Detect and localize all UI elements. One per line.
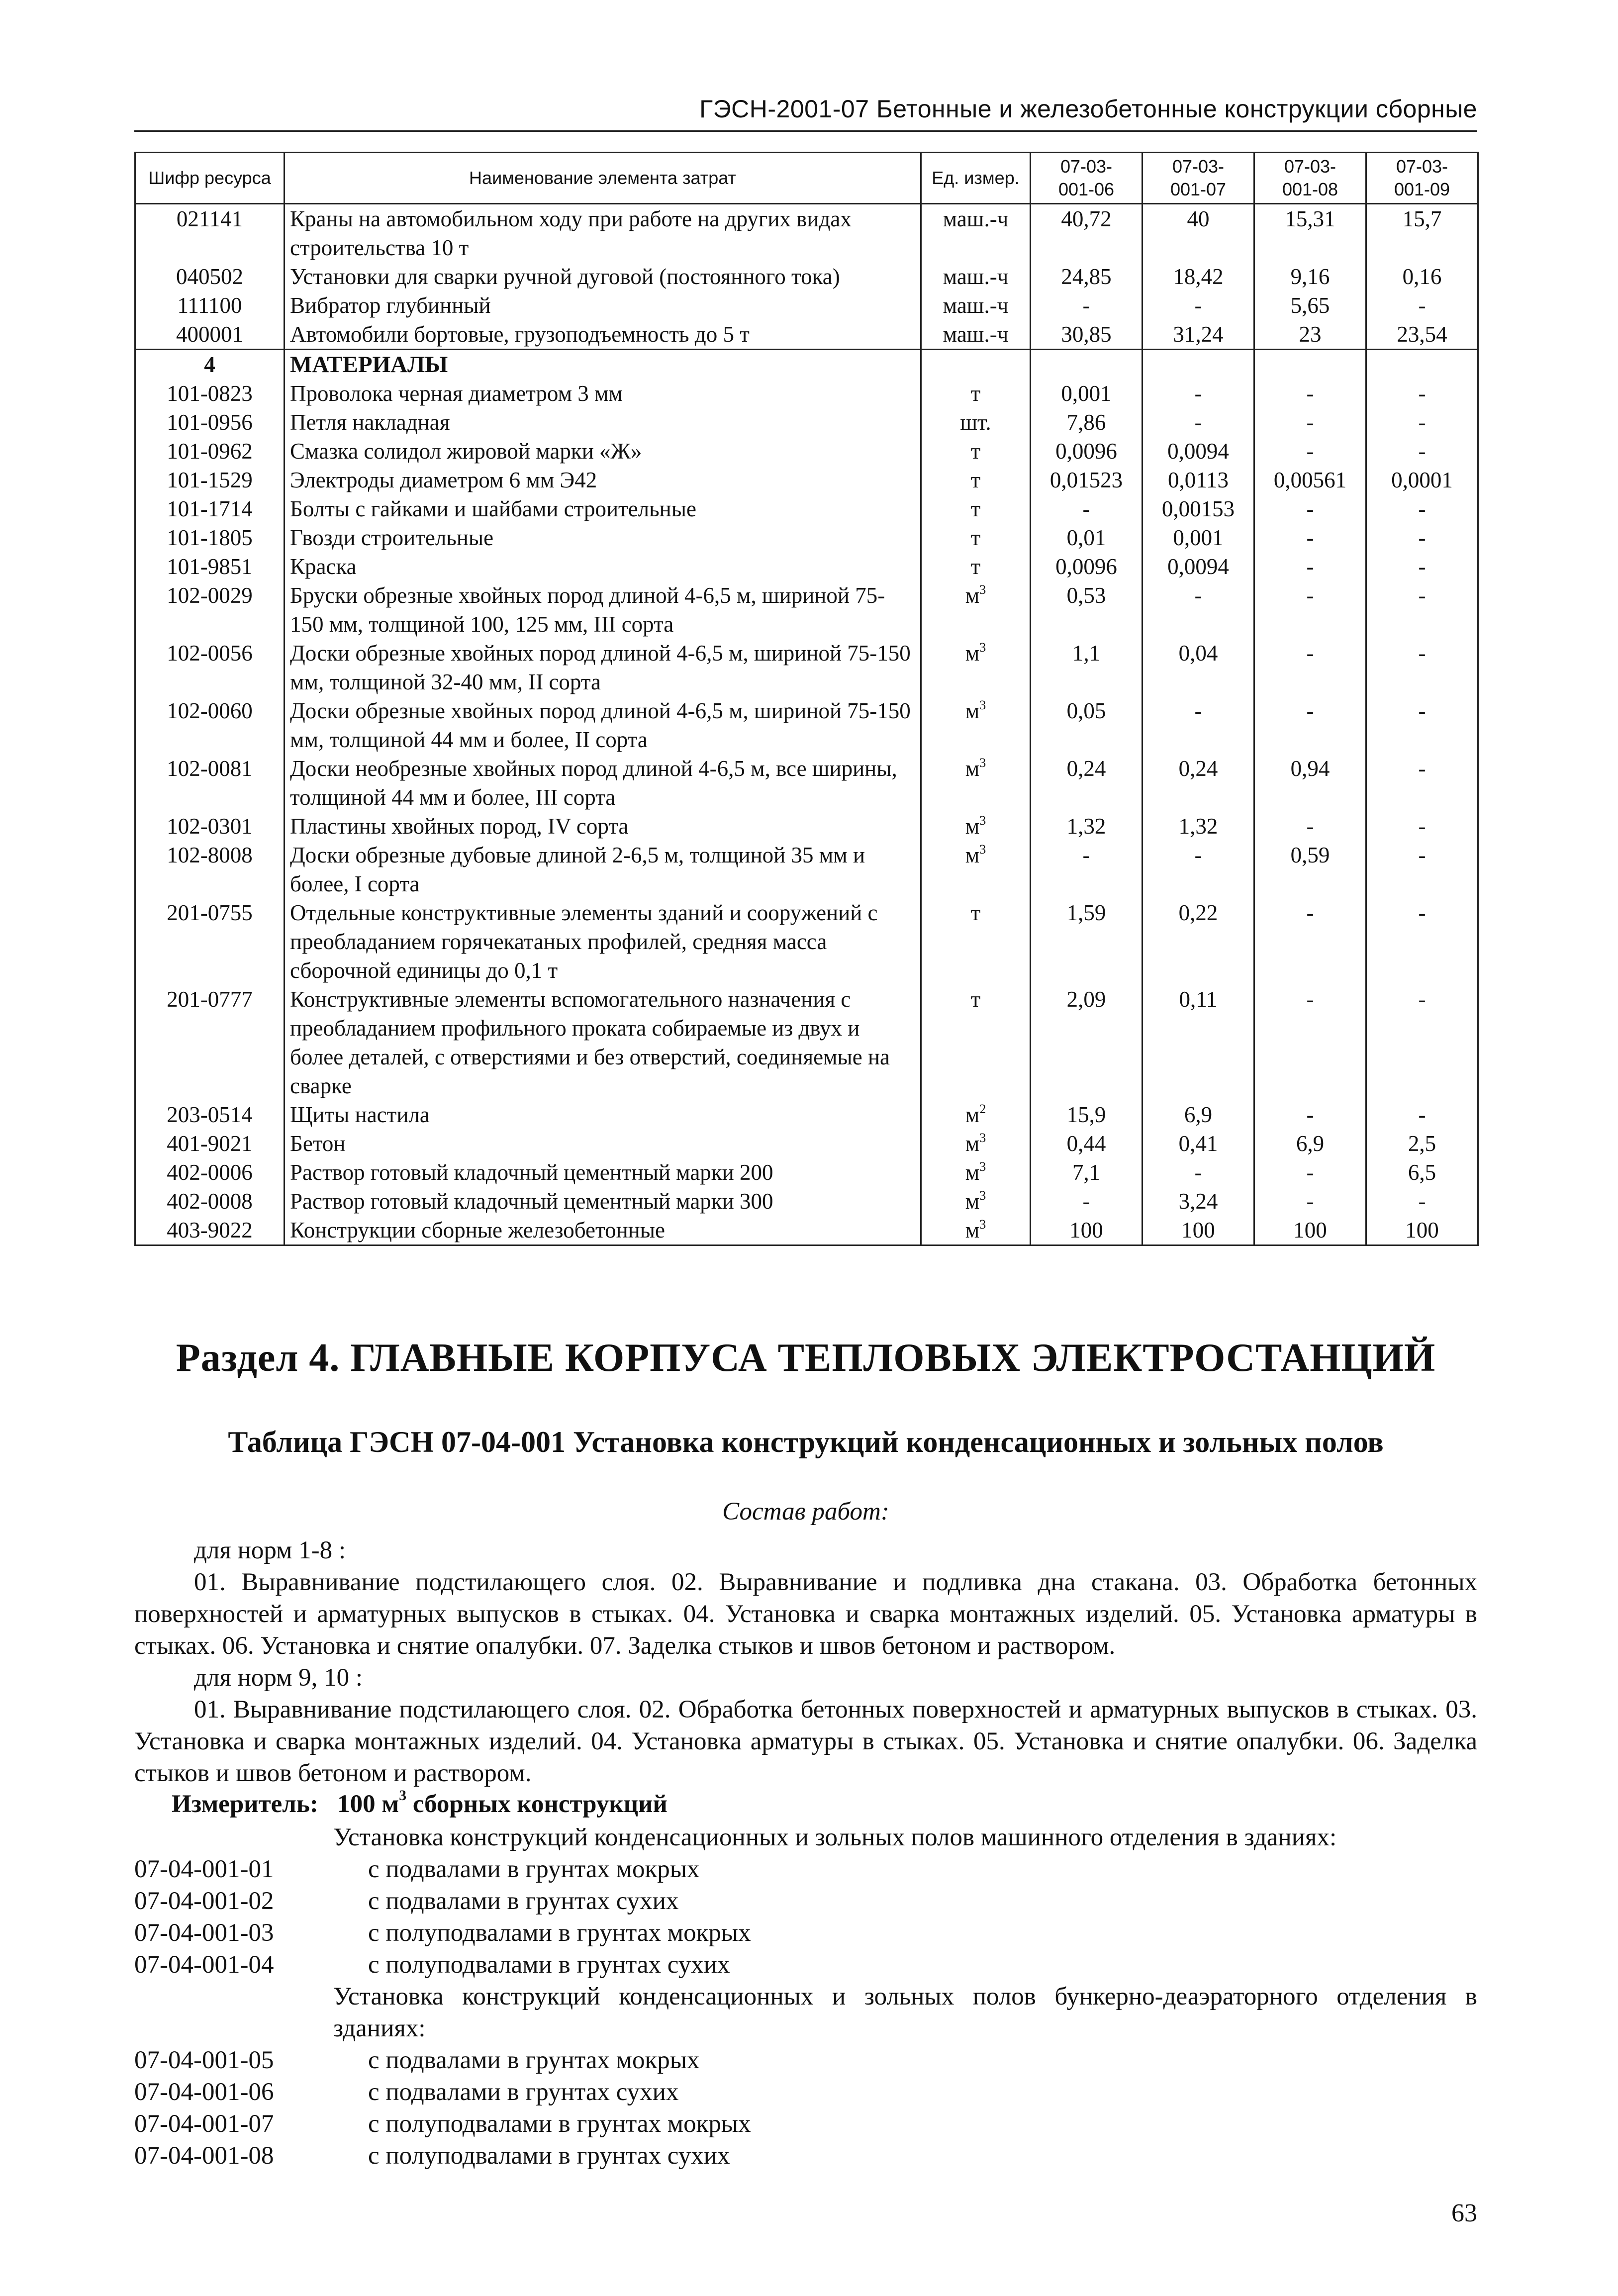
resource-name: Конструктивные элементы вспомогательного назначения с преобладанием профильного проката собираемые из двух и более деталей, с отверстиями и без отверстий, соединяемые на сварке (285, 985, 921, 1100)
norm-list (134, 2044, 1477, 2172)
header-col2: 07-03- 001-07 (1142, 153, 1254, 204)
work-composition-label: Состав работ: (722, 1498, 889, 1526)
resource-code: 203-0514 (135, 1100, 285, 1129)
resource-unit: $м^3$ (921, 754, 1031, 812)
resource-unit: маш.-ч (921, 320, 1031, 350)
material-row (135, 466, 1478, 494)
section-number: 4 (135, 350, 285, 380)
resource-code: 102-8008 (135, 841, 285, 898)
value-col2: 0,11 (1142, 985, 1254, 1100)
resource-unit: шт. (921, 408, 1031, 437)
value-col3: 9,16 (1254, 262, 1366, 291)
material-row (135, 581, 1478, 639)
unit-exponent: 3 (979, 1188, 986, 1203)
resource-name: Раствор готовый кладочный цементный марки 300 (285, 1187, 921, 1216)
resource-name: Электроды диаметром 6 мм Э42 (285, 466, 921, 494)
value-col1: 7,1 (1031, 1158, 1142, 1187)
resource-code: 101-1714 (135, 494, 285, 523)
value-col1: 0,01523 (1031, 466, 1142, 494)
value-col3: - (1254, 1158, 1366, 1187)
resource-name: Болты с гайками и шайбами строительные (285, 494, 921, 523)
table-header-row (135, 153, 1478, 204)
table-body (135, 204, 1478, 1245)
value-col1: 100 (1031, 1216, 1142, 1245)
value-col2: 3,24 (1142, 1187, 1254, 1216)
value-col2: 100 (1142, 1216, 1254, 1245)
value-col4: - (1366, 812, 1478, 841)
resource-code: 403-9022 (135, 1216, 285, 1245)
resource-name: Проволока черная диаметром 3 мм (285, 379, 921, 408)
value-col3: 15,31 (1254, 204, 1366, 263)
resource-unit: т (921, 437, 1031, 466)
unit-exponent: 3 (979, 582, 986, 597)
resource-unit: $м^3$ (921, 1187, 1031, 1216)
resource-code: 111100 (135, 291, 285, 320)
resource-code: 201-0755 (135, 898, 285, 985)
resource-unit: $м^3$ (921, 581, 1031, 639)
work-text-2: 01. Выравнивание подстилающего слоя. 02. Обработка бетонных поверхностей и арматурных выпусков в стыках. 03. Установка и сварка монтажных изделий. 04. Установка арматуры в стыках. 05. Установка и снятие опалубки. 06. Заделка стыков и швов бетоном и раствором. (134, 1696, 1477, 1787)
value-col4: - (1366, 291, 1478, 320)
material-row (135, 639, 1478, 696)
resource-name: Доски необрезные хвойных пород длиной 4-6,5 м, все ширины, толщиной 44 мм и более, III сорта (285, 754, 921, 812)
value-col4: - (1366, 379, 1478, 408)
resource-code: 102-0056 (135, 639, 285, 696)
value-col2: - (1142, 1158, 1254, 1187)
resource-name: Раствор готовый кладочный цементный марки 200 (285, 1158, 921, 1187)
unit-exponent: 2 (979, 1102, 986, 1116)
resource-unit: $м^3$ (921, 639, 1031, 696)
unit-exponent: 3 (979, 1131, 986, 1145)
value-col3: - (1254, 812, 1366, 841)
resource-code: 102-0301 (135, 812, 285, 841)
header-unit: Ед. измер. (921, 153, 1031, 204)
value-col1: 0,0096 (1031, 437, 1142, 466)
norm-code: 07-04-001-03 (134, 1919, 274, 1947)
empty-cell (1031, 350, 1142, 380)
value-col3: - (1254, 985, 1366, 1100)
header-col1: 07-03- 001-06 (1031, 153, 1142, 204)
norm-item (134, 2044, 1477, 2076)
value-col3: - (1254, 523, 1366, 552)
value-col4: 6,5 (1366, 1158, 1478, 1187)
material-row (135, 1158, 1478, 1187)
material-row (135, 696, 1478, 754)
value-col4: - (1366, 552, 1478, 581)
resource-code: 101-0962 (135, 437, 285, 466)
resource-unit: маш.-ч (921, 204, 1031, 263)
resource-code: 040502 (135, 262, 285, 291)
resource-code: 101-1529 (135, 466, 285, 494)
resource-name: Вибратор глубинный (285, 291, 921, 320)
norm-group-title: Установка конструкций конденсационных и зольных полов бункерно-деаэраторного отделения в зданиях: (333, 1983, 1477, 2042)
norm-code: 07-04-001-08 (134, 2142, 274, 2170)
norm-item (134, 2140, 1477, 2172)
value-col2: - (1142, 291, 1254, 320)
resource-name: Отдельные конструктивные элементы зданий и сооружений с преобладанием горячекатаных профилей, средняя масса сборочной единицы до 0,1 т (285, 898, 921, 985)
value-col2: 0,00153 (1142, 494, 1254, 523)
value-col3: - (1254, 1100, 1366, 1129)
norm-code: 07-04-001-07 (134, 2110, 274, 2138)
resource-unit: $м^3$ (921, 696, 1031, 754)
resource-unit: т (921, 494, 1031, 523)
value-col4: - (1366, 898, 1478, 985)
resource-unit: т (921, 466, 1031, 494)
value-col1: - (1031, 494, 1142, 523)
value-col4: 2,5 (1366, 1129, 1478, 1158)
value-col1: 0,05 (1031, 696, 1142, 754)
resource-unit: т (921, 985, 1031, 1100)
material-row (135, 841, 1478, 898)
resource-name: Конструкции сборные железобетонные (285, 1216, 921, 1245)
value-col4: - (1366, 494, 1478, 523)
value-col4: - (1366, 408, 1478, 437)
value-col1: 0,01 (1031, 523, 1142, 552)
value-col2: - (1142, 379, 1254, 408)
header-name: Наименование элемента затрат (285, 153, 921, 204)
value-col1: - (1031, 291, 1142, 320)
value-col3: - (1254, 379, 1366, 408)
resource-unit: т (921, 379, 1031, 408)
value-col3: 23 (1254, 320, 1366, 350)
resource-code: 102-0081 (135, 754, 285, 812)
value-col1: 1,32 (1031, 812, 1142, 841)
value-col4: - (1366, 1100, 1478, 1129)
norm-group-2 (134, 1981, 1477, 2172)
value-col1: 7,86 (1031, 408, 1142, 437)
norm-code: 07-04-001-02 (134, 1887, 274, 1915)
value-col3: - (1254, 408, 1366, 437)
value-col3: - (1254, 552, 1366, 581)
norms-label-2: для норм 9, 10 : (194, 1664, 363, 1692)
norm-item (134, 1949, 1477, 1981)
norm-description: с подвалами в грунтах сухих (368, 1887, 679, 1915)
norm-item (134, 1917, 1477, 1949)
material-row (135, 379, 1478, 408)
resource-name: Доски обрезные хвойных пород длиной 4-6,5 м, шириной 75-150 мм, толщиной 32-40 мм, II сорта (285, 639, 921, 696)
value-col3: 0,00561 (1254, 466, 1366, 494)
resource-code: 402-0006 (135, 1158, 285, 1187)
resource-name: Краны на автомобильном ходу при работе на других видах строительства 10 т (285, 204, 921, 263)
resource-unit: т (921, 552, 1031, 581)
material-row (135, 1100, 1478, 1129)
value-col2: 1,32 (1142, 812, 1254, 841)
material-row (135, 754, 1478, 812)
unit-exponent: 3 (979, 640, 986, 655)
value-col2: 0,001 (1142, 523, 1254, 552)
resource-unit: маш.-ч (921, 291, 1031, 320)
resource-name: Краска (285, 552, 921, 581)
resource-name: Пластины хвойных пород, IV сорта (285, 812, 921, 841)
norm-description: с полуподвалами в грунтах сухих (368, 2142, 730, 2170)
value-col2: - (1142, 696, 1254, 754)
value-col4: - (1366, 437, 1478, 466)
material-row (135, 552, 1478, 581)
value-col2: 0,41 (1142, 1129, 1254, 1158)
norms-label-1: для норм 1-8 : (194, 1536, 346, 1564)
norm-code: 07-04-001-06 (134, 2078, 274, 2106)
value-col2: 40 (1142, 204, 1254, 263)
header-rule (134, 130, 1477, 132)
value-col1: 0,001 (1031, 379, 1142, 408)
resource-table (134, 152, 1479, 1246)
value-col3: - (1254, 437, 1366, 466)
resource-code: 102-0029 (135, 581, 285, 639)
measure-label: Измеритель: (172, 1790, 318, 1818)
measure-value: 100 м (337, 1790, 399, 1818)
empty-cell (1366, 350, 1478, 380)
material-row (135, 523, 1478, 552)
value-col3: - (1254, 696, 1366, 754)
work-composition (134, 1534, 1477, 1789)
running-header: ГЭСН-2001-07 Бетонные и железобетонные конструкции сборные (699, 95, 1477, 123)
material-row (135, 985, 1478, 1100)
value-col4: - (1366, 841, 1478, 898)
table-heading: Таблица ГЭСН 07-04-001 Установка конструкций конденсационных и зольных полов (228, 1426, 1384, 1458)
empty-cell (1142, 350, 1254, 380)
value-col4: - (1366, 1187, 1478, 1216)
value-col1: 30,85 (1031, 320, 1142, 350)
machine-row (135, 204, 1478, 263)
resource-name: Бруски обрезные хвойных пород длиной 4-6,5 м, шириной 75-150 мм, толщиной 100, 125 мм, III сорта (285, 581, 921, 639)
material-row (135, 494, 1478, 523)
norm-description: с полуподвалами в грунтах мокрых (368, 2110, 751, 2138)
material-row (135, 1129, 1478, 1158)
norm-item (134, 1885, 1477, 1917)
header-col3: 07-03- 001-08 (1254, 153, 1366, 204)
norm-description: с подвалами в грунтах сухих (368, 2078, 679, 2106)
norm-item (134, 1853, 1477, 1885)
value-col2: 0,24 (1142, 754, 1254, 812)
value-col3: - (1254, 898, 1366, 985)
value-col1: 2,09 (1031, 985, 1142, 1100)
norm-description: с полуподвалами в грунтах сухих (368, 1951, 730, 1979)
norm-group-title: Установка конструкций конденсационных и зольных полов машинного отделения в зданиях: (333, 1823, 1337, 1851)
value-col1: 0,53 (1031, 581, 1142, 639)
norm-description: с подвалами в грунтах мокрых (368, 2046, 700, 2074)
value-col1: 1,1 (1031, 639, 1142, 696)
unit-exponent: 3 (979, 756, 986, 770)
unit-exponent: 3 (979, 1159, 986, 1174)
value-col1: 0,0096 (1031, 552, 1142, 581)
resource-code: 201-0777 (135, 985, 285, 1100)
resource-unit: $м^3$ (921, 812, 1031, 841)
resource-code: 402-0008 (135, 1187, 285, 1216)
value-col1: - (1031, 841, 1142, 898)
measure-line (172, 1787, 667, 1818)
value-col4: 100 (1366, 1216, 1478, 1245)
value-col4: 0,16 (1366, 262, 1478, 291)
value-col1: 40,72 (1031, 204, 1142, 263)
material-row (135, 437, 1478, 466)
material-row (135, 812, 1478, 841)
empty-cell (1254, 350, 1366, 380)
norm-description: с полуподвалами в грунтах мокрых (368, 1919, 751, 1947)
value-col2: - (1142, 408, 1254, 437)
value-col2: 0,0094 (1142, 437, 1254, 466)
norm-description: с подвалами в грунтах мокрых (368, 1855, 700, 1883)
resource-code: 401-9021 (135, 1129, 285, 1158)
resource-name: Автомобили бортовые, грузоподъемность до 5 т (285, 320, 921, 350)
material-row (135, 408, 1478, 437)
value-col3: 5,65 (1254, 291, 1366, 320)
empty-cell (921, 350, 1031, 380)
norm-code: 07-04-001-05 (134, 2046, 274, 2074)
value-col2: 0,0094 (1142, 552, 1254, 581)
value-col3: 0,94 (1254, 754, 1366, 812)
resource-name: Доски обрезные дубовые длиной 2-6,5 м, толщиной 35 мм и более, I сорта (285, 841, 921, 898)
resource-unit: $м^3$ (921, 1216, 1031, 1245)
unit-exponent: 3 (979, 698, 986, 712)
value-col4: - (1366, 581, 1478, 639)
value-col2: 0,0113 (1142, 466, 1254, 494)
resource-name: Петля накладная (285, 408, 921, 437)
value-col1: 1,59 (1031, 898, 1142, 985)
material-row (135, 1187, 1478, 1216)
machine-row (135, 262, 1478, 291)
resource-code: 102-0060 (135, 696, 285, 754)
resource-code: 101-9851 (135, 552, 285, 581)
value-col2: - (1142, 841, 1254, 898)
value-col3: - (1254, 494, 1366, 523)
value-col3: 6,9 (1254, 1129, 1366, 1158)
resource-code: 101-0956 (135, 408, 285, 437)
value-col4: - (1366, 754, 1478, 812)
resource-unit: $м^3$ (921, 1158, 1031, 1187)
resource-unit: $м^3$ (921, 841, 1031, 898)
value-col2: 31,24 (1142, 320, 1254, 350)
value-col1: - (1031, 1187, 1142, 1216)
unit-exponent: 3 (979, 813, 986, 828)
value-col4: 15,7 (1366, 204, 1478, 263)
header-col4: 07-03- 001-09 (1366, 153, 1478, 204)
value-col1: 24,85 (1031, 262, 1142, 291)
norm-group-1 (134, 1821, 1477, 1981)
header-code: Шифр ресурса (135, 153, 285, 204)
resource-name: Бетон (285, 1129, 921, 1158)
norm-item (134, 2108, 1477, 2140)
value-col2: 0,22 (1142, 898, 1254, 985)
resource-name: Установки для сварки ручной дуговой (постоянного тока) (285, 262, 921, 291)
section-heading: Раздел 4. ГЛАВНЫЕ КОРПУСА ТЕПЛОВЫХ ЭЛЕКТРОСТАНЦИЙ (176, 1336, 1436, 1380)
value-col1: 0,24 (1031, 754, 1142, 812)
measure-rest: сборных конструкций (406, 1790, 667, 1818)
resource-unit: т (921, 898, 1031, 985)
resource-code: 021141 (135, 204, 285, 263)
value-col2: 18,42 (1142, 262, 1254, 291)
value-col3: 100 (1254, 1216, 1366, 1245)
norm-list (134, 1853, 1477, 1981)
material-row (135, 898, 1478, 985)
value-col3: - (1254, 581, 1366, 639)
value-col4: 23,54 (1366, 320, 1478, 350)
page-number: 63 (1451, 2199, 1477, 2227)
value-col2: 0,04 (1142, 639, 1254, 696)
norm-code: 07-04-001-01 (134, 1855, 274, 1883)
material-row (135, 1216, 1478, 1245)
materials-section-row (135, 350, 1478, 380)
unit-exponent: 3 (979, 842, 986, 857)
value-col2: - (1142, 581, 1254, 639)
value-col1: 15,9 (1031, 1100, 1142, 1129)
value-col4: - (1366, 639, 1478, 696)
resource-unit: т (921, 523, 1031, 552)
value-col4: - (1366, 696, 1478, 754)
value-col1: 0,44 (1031, 1129, 1142, 1158)
value-col4: - (1366, 985, 1478, 1100)
resource-code: 101-1805 (135, 523, 285, 552)
resource-name: Щиты настила (285, 1100, 921, 1129)
value-col3: - (1254, 639, 1366, 696)
value-col2: 6,9 (1142, 1100, 1254, 1129)
resource-unit: $м^3$ (921, 1129, 1031, 1158)
norm-item (134, 2076, 1477, 2108)
value-col3: - (1254, 1187, 1366, 1216)
resource-unit: маш.-ч (921, 262, 1031, 291)
section-title: МАТЕРИАЛЫ (285, 350, 921, 380)
work-text-1: 01. Выравнивание подстилающего слоя. 02. Выравнивание и подливка дна стакана. 03. Обработка бетонных поверхностей и арматурных выпусков в стыках. 04. Установка и сварка монтажных изделий. 05. Установка арматуры в стыках. 06. Установка и снятие опалубки. 07. Заделка стыков и швов бетоном и раствором. (134, 1568, 1477, 1660)
norm-code: 07-04-001-04 (134, 1951, 274, 1979)
value-col4: 0,0001 (1366, 466, 1478, 494)
value-col4: - (1366, 523, 1478, 552)
value-col3: 0,59 (1254, 841, 1366, 898)
machine-row (135, 291, 1478, 320)
resource-unit: $м^2$ (921, 1100, 1031, 1129)
resource-name: Гвозди строительные (285, 523, 921, 552)
resource-name: Доски обрезные хвойных пород длиной 4-6,5 м, шириной 75-150 мм, толщиной 44 мм и более, II сорта (285, 696, 921, 754)
resource-code: 101-0823 (135, 379, 285, 408)
resource-name: Смазка солидол жировой марки «Ж» (285, 437, 921, 466)
unit-exponent: 3 (979, 1217, 986, 1232)
resource-code: 400001 (135, 320, 285, 350)
measure-sup: 3 (399, 1787, 407, 1804)
machine-row (135, 320, 1478, 350)
